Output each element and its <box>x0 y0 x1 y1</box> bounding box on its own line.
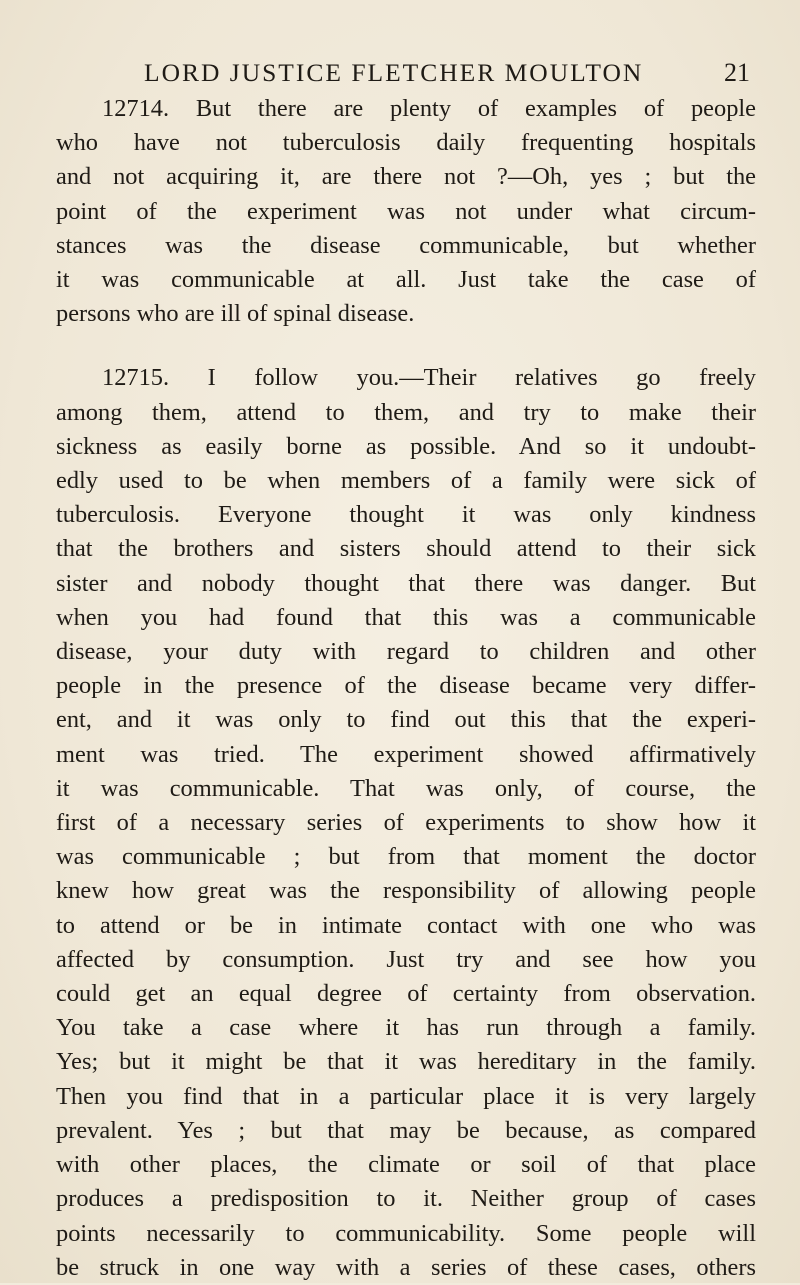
text-line: 12715. I follow you.—Their relatives go freely <box>102 364 756 392</box>
text-line: prevalent. Yes ; but that may be because, as compared <box>56 1116 756 1144</box>
text-line: Yes; but it might be that it was hereditary in the family. <box>56 1048 756 1076</box>
text-line: persons who are ill of spinal disease. <box>56 300 415 328</box>
text-line: Then you find that in a particular place it is very largely <box>56 1082 756 1110</box>
text-line: was communicable ; but from that moment the doctor <box>56 843 756 871</box>
text-line: who have not tuberculosis daily frequenting hospitals <box>56 129 756 157</box>
text-line: stances was the disease communicable, but whether <box>56 231 756 259</box>
paragraph-12714 <box>56 92 756 331</box>
text-line: among them, attend to them, and try to make their <box>56 398 756 426</box>
text-line: that the brothers and sisters should attend to their sick <box>56 535 756 563</box>
text-line: it was communicable at all. Just take the case of <box>56 266 756 294</box>
text-line: to attend or be in intimate contact with one who was <box>56 911 756 939</box>
text-line: knew how great was the responsibility of allowing people <box>56 877 756 905</box>
text-line: affected by consumption. Just try and see how you <box>56 945 756 973</box>
text-line: be struck in one way with a series of these cases, others <box>56 1253 756 1281</box>
text-line: sickness as easily borne as possible. And so it undoubt- <box>56 432 756 460</box>
text-line: You take a case where it has run through a family. <box>56 1014 756 1042</box>
text-line: 12714. But there are plenty of examples of people <box>102 95 756 122</box>
text-line: and not acquiring it, are there not ?—Oh, yes ; but the <box>56 163 756 191</box>
text-line: when you had found that this was a communicable <box>56 603 756 631</box>
text-line: edly used to be when members of a family were sick of <box>56 467 756 495</box>
paragraph-12715 <box>56 361 756 1284</box>
text-line: could get an equal degree of certainty from observation. <box>56 980 756 1008</box>
text-line: first of a necessary series of experiments to show how it <box>56 809 756 837</box>
text-line: tuberculosis. Everyone thought it was only kindness <box>56 501 756 529</box>
text-line: disease, your duty with regard to children and other <box>56 638 756 666</box>
text-line: point of the experiment was not under what circum- <box>56 197 756 225</box>
text-line: sister and nobody thought that there was danger. But <box>56 569 756 597</box>
running-title: LORD JUSTICE FLETCHER MOULTON <box>144 58 644 87</box>
text-line: with other places, the climate or soil of that place <box>56 1151 756 1179</box>
text-line: ment was tried. The experiment showed affirmatively <box>56 740 756 768</box>
body-text <box>56 92 756 1285</box>
text-line: produces a predisposition to it. Neither group of cases <box>56 1185 756 1213</box>
text-line: people in the presence of the disease became very differ- <box>56 672 756 700</box>
text-line: ent, and it was only to find out this that the experi- <box>56 706 756 734</box>
text-line: points necessarily to communicability. Some people will <box>56 1219 756 1247</box>
text-line: it was communicable. That was only, of course, the <box>56 774 756 802</box>
page-number: 21 <box>724 58 750 87</box>
